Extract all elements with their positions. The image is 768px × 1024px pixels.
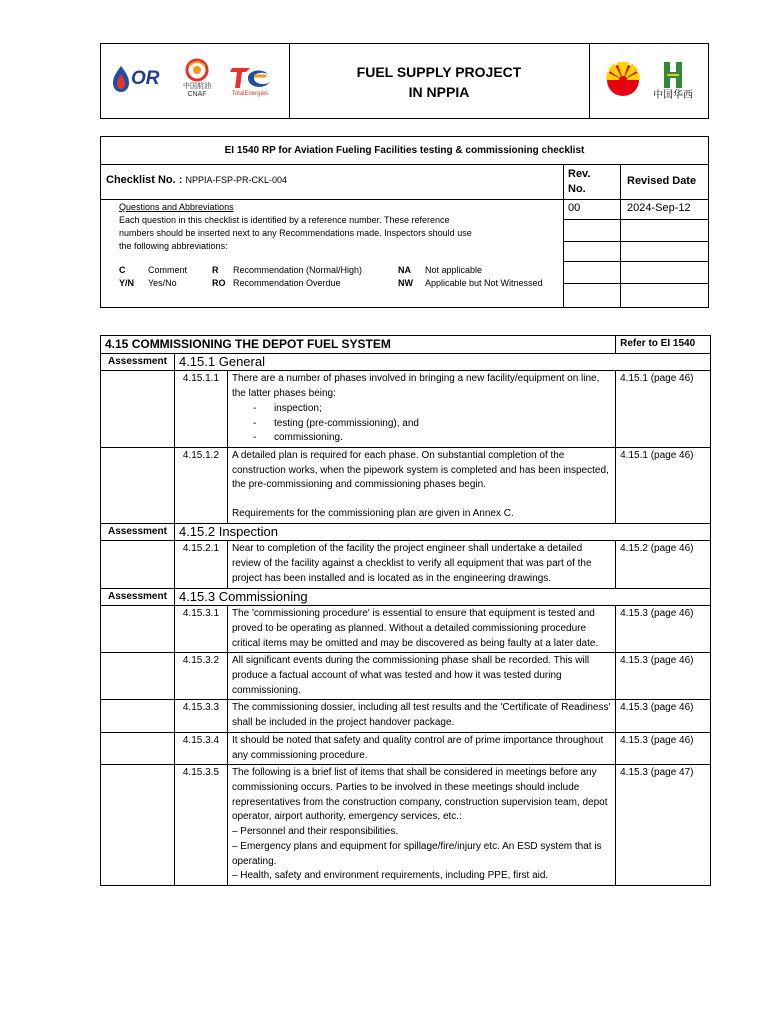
item-reference: 4.15.1 (page 46)	[616, 447, 711, 523]
revised-date-value: 2024-Sep-12	[627, 202, 691, 214]
section-title: 4.15 COMMISSIONING THE DEPOT FUEL SYSTEM	[101, 336, 616, 354]
list-item: - testing (pre-commissioning), and	[254, 417, 611, 432]
item-text: Near to completion of the facility the project engineer shall undertake a detailed review of the facility against a checklist to verify all equipment that was part of the project has been installed and is located as in the engineering drawings.	[227, 541, 615, 588]
petrochina-logo	[604, 58, 642, 98]
abbr-desc: Applicable but Not Witnessed	[425, 278, 543, 288]
cnaf-chinese-name: 中国航油	[183, 83, 211, 90]
phase-list	[232, 402, 611, 446]
subsection-row	[101, 588, 711, 606]
item-reference: 4.15.3 (page 46)	[616, 653, 711, 700]
or-logo	[111, 64, 169, 94]
qa-line: Each question in this checklist is identified by a reference number. These reference	[119, 215, 450, 225]
abbr-code: NW	[398, 278, 413, 288]
table-row	[101, 765, 711, 886]
totalenergies-logo	[225, 62, 275, 102]
item-text-line: – Health, safety and environment requirements, including PPE, first aid.	[231, 870, 549, 882]
list-item: - commissioning.	[254, 431, 611, 446]
rev-no-label	[568, 167, 590, 197]
huaxi-logo	[649, 60, 697, 110]
abbr-desc: Recommendation Overdue	[233, 278, 341, 288]
assessment-label: Assessment	[101, 588, 175, 606]
assessment-cell[interactable]	[101, 541, 175, 588]
subsection-row	[101, 523, 711, 541]
subsection-title: 4.15.1 General	[174, 353, 710, 371]
assessment-cell[interactable]	[101, 606, 175, 653]
checklist-number	[106, 174, 287, 186]
revised-date-label: Revised Date	[627, 175, 697, 187]
item-number: 4.15.3.5	[174, 765, 227, 886]
assessment-cell[interactable]	[101, 700, 175, 732]
or-logo-text: OR	[131, 68, 160, 89]
item-number: 4.15.2.1	[174, 541, 227, 588]
checklist-title: EI 1540 RP for Aviation Fueling Facilities testing & commissioning checklist	[101, 137, 708, 165]
item-text-para: Requirements for the commissioning plan are given in Annex C.	[231, 508, 514, 520]
assessment-label: Assessment	[101, 523, 175, 541]
item-number: 4.15.1.2	[174, 447, 227, 523]
item-text	[227, 371, 615, 448]
checklist-number-value: NPPIA-FSP-PR-CKL-004	[185, 175, 287, 185]
qa-line: numbers should be inserted next to any Recommendations made. Inspectors should use	[119, 228, 472, 238]
item-number: 4.15.1.1	[174, 371, 227, 448]
item-number: 4.15.3.3	[174, 700, 227, 732]
table-row	[101, 541, 711, 588]
qa-line: the following abbreviations:	[119, 241, 228, 251]
item-text	[227, 765, 615, 886]
item-text	[227, 447, 615, 523]
item-text-para: There are a number of phases involved in bringing a new facility/equipment on line, the latter phases being:	[231, 373, 600, 400]
commissioning-table	[100, 335, 711, 886]
table-row	[101, 700, 711, 732]
item-text-para: A detailed plan is required for each phase. On substantial completion of the construction works, when the pipework system is completed and has been inspected, the pre-commissioning and commissioning phases begin.	[231, 449, 609, 491]
assessment-cell[interactable]	[101, 653, 175, 700]
document-title-line-1: FUEL SUPPLY PROJECT	[356, 64, 522, 80]
assessment-cell[interactable]	[101, 732, 175, 764]
item-reference: 4.15.3 (page 47)	[616, 765, 711, 886]
cnaf-logo	[175, 58, 219, 106]
item-text-para: The following is a brief list of items that shall be considered in meetings before any commissioning occurs. Parties to be involved in these meetings should include representatives from the construction company, construction supervision team, depot operator, airport authority, emergency services, etc.:	[231, 767, 608, 823]
table-row	[101, 606, 711, 653]
rev-value: 00	[568, 202, 581, 214]
document-header	[100, 43, 709, 119]
item-number: 4.15.3.4	[174, 732, 227, 764]
item-number: 4.15.3.1	[174, 606, 227, 653]
qa-heading: Questions and Abbreviations	[119, 202, 234, 212]
item-reference: 4.15.2 (page 46)	[616, 541, 711, 588]
assessment-cell[interactable]	[101, 447, 175, 523]
rev-label-line-2: No.	[568, 183, 586, 195]
item-text: The 'commissioning procedure' is essential to ensure that equipment is tested and proved to be operating as planned. Without a detailed commissioning procedure critical items may be omitted and may be discovered as being faulty at a later date.	[227, 606, 615, 653]
totalenergies-name: TotalEnergies	[231, 91, 269, 97]
abbr-desc: Recommendation (Normal/High)	[233, 265, 363, 275]
checklist-number-label: Checklist No. :	[106, 174, 183, 186]
table-row	[101, 371, 711, 448]
abbr-code: C	[119, 265, 126, 275]
abbr-code: R	[212, 265, 219, 275]
abbr-code: RO	[212, 278, 226, 288]
subsection-row	[101, 353, 711, 371]
assessment-label: Assessment	[101, 353, 175, 371]
huaxi-name: 中国华西	[653, 90, 693, 101]
refer-column-header: Refer to EI 1540	[616, 336, 711, 354]
section-header-row	[101, 336, 711, 354]
item-text-line: – Personnel and their responsibilities.	[231, 826, 399, 838]
table-row	[101, 653, 711, 700]
abbr-desc: Yes/No	[148, 278, 177, 288]
abbr-desc: Not applicable	[425, 265, 483, 275]
subsection-title: 4.15.3 Commissioning	[174, 588, 710, 606]
abbr-code: NA	[398, 265, 411, 275]
item-text: It should be noted that safety and quality control are of prime importance throughout any commissioning procedure.	[227, 732, 615, 764]
subsection-title: 4.15.2 Inspection	[174, 523, 710, 541]
document-title-line-2: IN NPPIA	[408, 84, 470, 100]
list-item: - inspection;	[254, 402, 611, 417]
item-reference: 4.15.3 (page 46)	[616, 606, 711, 653]
item-reference: 4.15.3 (page 46)	[616, 732, 711, 764]
item-reference: 4.15.3 (page 46)	[616, 700, 711, 732]
assessment-cell[interactable]	[101, 765, 175, 886]
assessment-cell[interactable]	[101, 371, 175, 448]
item-reference: 4.15.1 (page 46)	[616, 371, 711, 448]
document-title	[291, 62, 587, 102]
table-row	[101, 732, 711, 764]
item-text: The commissioning dossier, including all test results and the 'Certificate of Readiness' shall be included in the project handover package.	[227, 700, 615, 732]
abbr-code: Y/N	[119, 278, 135, 288]
questions-and-abbreviations	[119, 201, 539, 253]
checklist-info-box	[100, 136, 709, 308]
abbr-desc: Comment	[148, 265, 188, 275]
cnaf-name: CNAF	[187, 91, 207, 98]
item-text-line: – Emergency plans and equipment for spillage/fire/injury etc. An ESD system that is operating.	[231, 840, 602, 867]
rev-label-line-1: Rev.	[568, 168, 591, 180]
item-number: 4.15.3.2	[174, 653, 227, 700]
table-row	[101, 447, 711, 523]
item-text: All significant events during the commissioning phase shall be recorded. This will produce a factual account of what was tested and how it was tested during commissioning.	[227, 653, 615, 700]
